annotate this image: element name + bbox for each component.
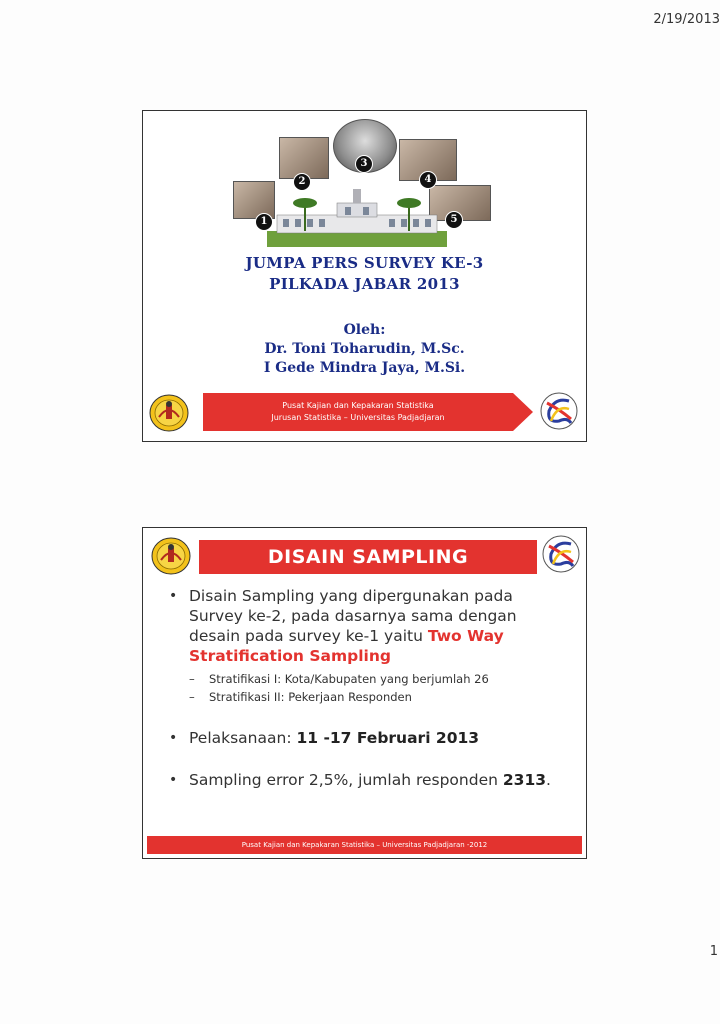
- bullet-disain-highlight: Two Way Stratification Sampling: [189, 627, 504, 665]
- alpha-logo: [539, 391, 579, 431]
- bullet-sampling-error-text: Sampling error 2,5%, jumlah responden: [189, 771, 503, 789]
- bullet-list: [167, 586, 567, 790]
- slide-disain-sampling: [142, 527, 587, 859]
- badge-4: 4: [419, 171, 437, 189]
- bullet-disain: [167, 586, 567, 666]
- bullet-pelaksanaan: [167, 728, 567, 748]
- gedung-sate-illustration: [267, 185, 447, 247]
- bullet-sampling-error-end: .: [546, 771, 551, 789]
- unpad-logo: [151, 536, 191, 576]
- by-label: Oleh:: [343, 322, 386, 338]
- slide1-footer-banner: [203, 393, 533, 431]
- alpha-logo: [541, 534, 581, 574]
- author-2: I Gede Mindra Jaya, M.Si.: [263, 360, 466, 376]
- bullet-pelaksanaan-value: 11 -17 Februari 2013: [296, 729, 480, 747]
- title-line-1: JUMPA PERS SURVEY KE-3: [245, 254, 484, 272]
- badge-2: 2: [293, 173, 311, 191]
- author-1: Dr. Toni Toharudin, M.Sc.: [264, 341, 465, 357]
- footer-line-2: Jurusan Statistika – Universitas Padjadjaran: [271, 413, 445, 422]
- slide2-title-banner: DISAIN SAMPLING: [199, 540, 537, 574]
- slide2-footer-banner: Pusat Kajian dan Kepakaran Statistika – Universitas Padjadjaran -2012: [147, 836, 582, 854]
- bullet-sampling-error: [167, 770, 567, 790]
- sub-bullet-1: – Stratifikasi I: Kota/Kabupaten yang berjumlah 26: [167, 670, 567, 688]
- badge-1: 1: [255, 213, 273, 231]
- badge-5: 5: [445, 211, 463, 229]
- unpad-logo: [149, 393, 189, 433]
- author-block: [143, 321, 586, 378]
- bullet-pelaksanaan-label: Pelaksanaan:: [189, 729, 297, 747]
- bullet-disain-text: Disain Sampling yang dipergunakan pada Survey ke-2, pada dasarnya sama dengan desain pada survey ke-1 yaitu: [189, 587, 517, 645]
- bullet-sampling-error-value: 2313: [502, 771, 547, 789]
- slide-title-heading: [143, 253, 586, 295]
- page-number: 1: [709, 944, 718, 959]
- title-line-2: PILKADA JABAR 2013: [269, 275, 460, 293]
- slide-title: [142, 110, 587, 442]
- footer-line-1: Pusat Kajian dan Kepakaran Statistika: [282, 401, 434, 410]
- sub-bullet-2: – Stratifikasi II: Pekerjaan Responden: [167, 688, 567, 706]
- badge-3: 3: [355, 155, 373, 173]
- photo-collage: [223, 119, 513, 251]
- print-date: 2/19/2013: [653, 12, 720, 27]
